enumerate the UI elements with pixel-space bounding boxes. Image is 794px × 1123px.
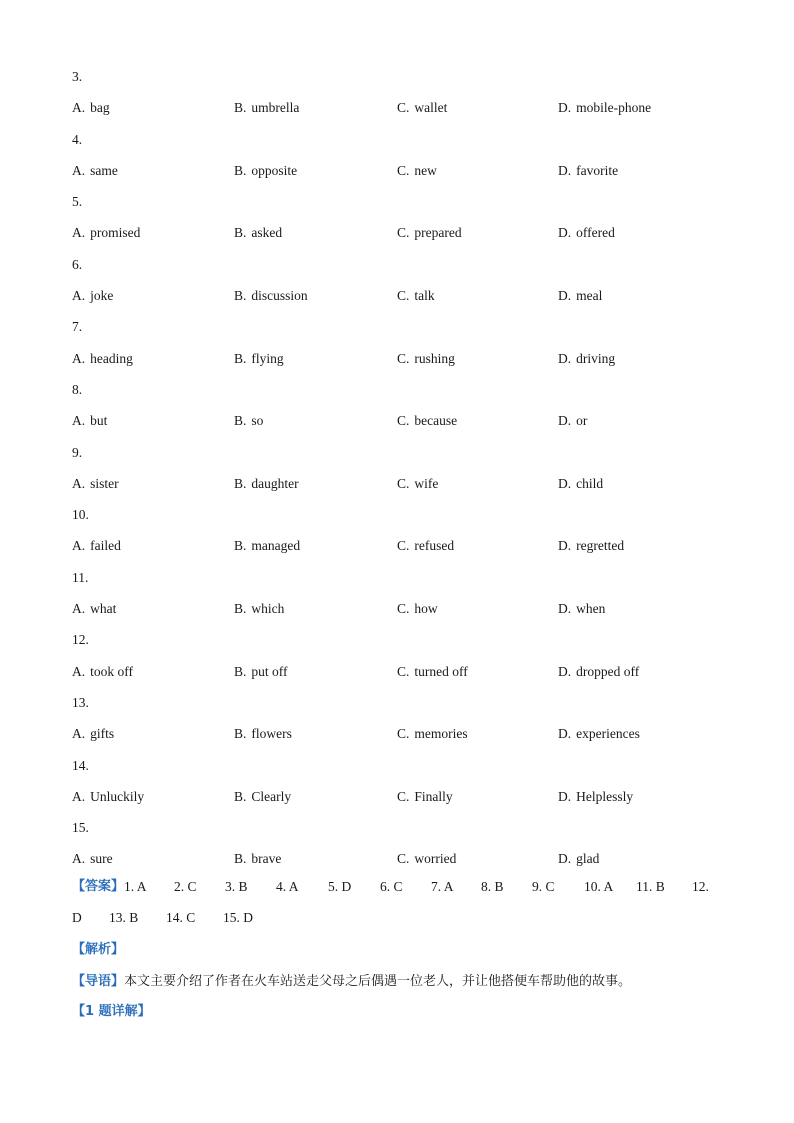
option <box>397 222 558 243</box>
option-letter: B. <box>234 851 247 867</box>
answer-item: 14. C <box>166 910 196 926</box>
option <box>72 348 234 369</box>
option-text: which <box>251 601 285 617</box>
question-number: 7. <box>72 319 83 335</box>
answer-item: 1. A <box>124 879 147 894</box>
option-letter: C. <box>397 100 410 116</box>
option-letter: C. <box>397 225 410 241</box>
option-row <box>72 285 752 306</box>
analysis-tag: 【解析】 <box>72 942 125 957</box>
option-text: sister <box>90 475 119 491</box>
question-number: 15. <box>72 820 89 836</box>
option <box>72 786 234 807</box>
option <box>72 160 234 181</box>
guide-text: 本文主要介绍了作者在火车站送走父母之后偶遇一位老人，并让他搭便车帮助他的故事。 <box>124 974 632 989</box>
question-number: 13. <box>72 694 89 710</box>
detail-tag: 【1 题详解】 <box>72 1004 151 1019</box>
option-text: managed <box>251 538 301 554</box>
option <box>72 535 234 556</box>
option-text: daughter <box>251 475 299 491</box>
question-number: 8. <box>72 381 83 397</box>
option-text: joke <box>90 288 114 304</box>
option-text: took off <box>90 663 133 679</box>
option <box>72 285 234 306</box>
answer-section <box>72 876 732 939</box>
answer-item: 6. C <box>380 879 403 894</box>
answer-item: 8. B <box>481 879 504 894</box>
option <box>558 348 748 369</box>
option-text: Helplessly <box>576 788 634 804</box>
option-letter: D. <box>558 350 572 366</box>
question-number: 6. <box>72 256 83 272</box>
option <box>234 222 397 243</box>
option-text: wallet <box>414 100 448 116</box>
option-text: umbrella <box>251 100 300 116</box>
option-text: brave <box>251 851 282 867</box>
option-letter: B. <box>234 350 247 366</box>
option-letter: D. <box>558 788 572 804</box>
option <box>72 222 234 243</box>
option-letter: D. <box>558 601 572 617</box>
answer-item: 4. A <box>276 879 299 894</box>
option <box>72 410 234 431</box>
option-row <box>72 473 752 494</box>
option <box>72 723 234 744</box>
option <box>397 348 558 369</box>
option-text: Unluckily <box>90 788 145 804</box>
option <box>234 786 397 807</box>
option <box>234 410 397 431</box>
option-letter: C. <box>397 413 410 429</box>
option-letter: B. <box>234 475 247 491</box>
option <box>234 535 397 556</box>
answer-item: D <box>72 910 82 926</box>
option-letter: B. <box>234 726 247 742</box>
option-row <box>72 848 752 869</box>
answer-item: 10. A <box>584 879 614 894</box>
option-letter: A. <box>72 788 86 804</box>
option-letter: C. <box>397 538 410 554</box>
option-row <box>72 222 752 243</box>
option <box>558 598 748 619</box>
option-text: Clearly <box>251 788 292 804</box>
option-letter: A. <box>72 601 86 617</box>
question-number: 9. <box>72 444 83 460</box>
option-text: so <box>251 413 264 429</box>
option <box>558 723 748 744</box>
option-letter: D. <box>558 288 572 304</box>
option-letter: C. <box>397 350 410 366</box>
option <box>72 598 234 619</box>
option-text: favorite <box>576 162 619 178</box>
option-letter: D. <box>558 726 572 742</box>
option-text: bag <box>90 100 110 116</box>
option <box>234 848 397 869</box>
option-letter: C. <box>397 726 410 742</box>
option <box>558 222 748 243</box>
option-letter: D. <box>558 663 572 679</box>
answer-item: 7. A <box>431 879 454 894</box>
option-text: what <box>90 601 117 617</box>
option-text: talk <box>414 288 435 304</box>
option-text: failed <box>90 538 121 554</box>
option-letter: D. <box>558 100 572 116</box>
option <box>234 285 397 306</box>
option-text: promised <box>90 225 141 241</box>
option <box>72 97 234 118</box>
option <box>558 410 748 431</box>
question-number: 14. <box>72 757 89 773</box>
option <box>558 160 748 181</box>
answer-item: 2. C <box>174 879 197 894</box>
option-row <box>72 410 752 431</box>
option-text: heading <box>90 350 133 366</box>
option-letter: B. <box>234 601 247 617</box>
option <box>397 285 558 306</box>
option-letter: D. <box>558 475 572 491</box>
question-number: 11. <box>72 569 89 585</box>
answer-line-1 <box>72 876 732 897</box>
option-row <box>72 535 752 556</box>
option-text: wife <box>414 475 439 491</box>
option <box>397 786 558 807</box>
option-text: or <box>576 413 588 429</box>
option-letter: B. <box>234 288 247 304</box>
option-letter: A. <box>72 162 86 178</box>
option-text: put off <box>251 663 288 679</box>
question-number: 3. <box>72 69 83 84</box>
guide-paragraph <box>72 970 631 992</box>
option-letter: B. <box>234 100 247 116</box>
guide-tag: 【导语】 <box>72 974 125 989</box>
option-letter: A. <box>72 350 86 366</box>
option-letter: C. <box>397 288 410 304</box>
option-letter: B. <box>234 663 247 679</box>
option-letter: A. <box>72 225 86 241</box>
option <box>72 848 234 869</box>
question-number: 10. <box>72 507 89 523</box>
option-row <box>72 348 752 369</box>
option-letter: D. <box>558 225 572 241</box>
option-text: turned off <box>414 663 468 679</box>
option-row <box>72 723 752 744</box>
option-letter: B. <box>234 788 247 804</box>
option-text: glad <box>576 851 600 867</box>
option-letter: A. <box>72 726 86 742</box>
option-text: Finally <box>414 788 453 804</box>
option-text: dropped off <box>576 663 640 679</box>
option <box>234 661 397 682</box>
option-letter: B. <box>234 413 247 429</box>
question-list <box>72 66 752 880</box>
option-letter: A. <box>72 851 86 867</box>
option-text: but <box>90 413 108 429</box>
option-letter: A. <box>72 538 86 554</box>
option-text: flowers <box>251 726 292 742</box>
option-text: opposite <box>251 162 298 178</box>
option <box>558 535 748 556</box>
option <box>234 473 397 494</box>
option-letter: D. <box>558 538 572 554</box>
answer-item: 11. B <box>636 879 665 894</box>
option-letter: D. <box>558 162 572 178</box>
option <box>397 848 558 869</box>
option-row <box>72 97 752 118</box>
option-text: flying <box>251 350 284 366</box>
option <box>558 285 748 306</box>
option-letter: C. <box>397 162 410 178</box>
option-text: mobile-phone <box>576 100 652 116</box>
option <box>397 535 558 556</box>
option-text: regretted <box>576 538 625 554</box>
option-letter: C. <box>397 851 410 867</box>
question-number: 4. <box>72 131 83 147</box>
option-letter: D. <box>558 413 572 429</box>
option-letter: C. <box>397 475 410 491</box>
option <box>397 160 558 181</box>
option-text: discussion <box>251 288 308 304</box>
option-letter: A. <box>72 288 86 304</box>
option <box>397 473 558 494</box>
answer-line-2 <box>72 907 732 928</box>
option-letter: A. <box>72 413 86 429</box>
option-letter: B. <box>234 225 247 241</box>
option-text: memories <box>414 726 468 742</box>
option-row <box>72 786 752 807</box>
question-number: 12. <box>72 632 89 648</box>
option-text: meal <box>576 288 603 304</box>
option-row <box>72 598 752 619</box>
option <box>397 97 558 118</box>
answer-item: 5. D <box>328 879 352 894</box>
option-letter: C. <box>397 601 410 617</box>
option-text: driving <box>576 350 616 366</box>
option-letter: A. <box>72 100 86 116</box>
answer-item: 15. D <box>223 910 253 926</box>
option-text: child <box>576 475 604 491</box>
option-letter: B. <box>234 538 247 554</box>
answer-tag: 【答案】 <box>72 879 125 894</box>
option-letter: A. <box>72 663 86 679</box>
option <box>72 473 234 494</box>
option <box>234 723 397 744</box>
option-text: because <box>414 413 458 429</box>
option-text: prepared <box>414 225 462 241</box>
option-text: rushing <box>414 350 455 366</box>
option <box>558 848 748 869</box>
option-text: same <box>90 162 118 178</box>
option <box>234 97 397 118</box>
option-text: sure <box>90 851 113 867</box>
answer-item: 3. B <box>225 879 248 894</box>
option-text: gifts <box>90 726 115 742</box>
option-text: how <box>414 601 438 617</box>
option <box>72 661 234 682</box>
answer-item: 9. C <box>532 879 555 894</box>
question-number: 5. <box>72 194 83 210</box>
option-text: asked <box>251 225 283 241</box>
option-letter: C. <box>397 663 410 679</box>
option <box>397 410 558 431</box>
option <box>397 598 558 619</box>
answer-item: 12. <box>692 879 709 894</box>
option-text: when <box>576 601 606 617</box>
option-text: offered <box>576 225 615 241</box>
option-text: worried <box>414 851 457 867</box>
option-text: new <box>414 162 437 178</box>
option <box>558 473 748 494</box>
option-letter: A. <box>72 475 86 491</box>
option <box>558 786 748 807</box>
option <box>558 97 748 118</box>
option <box>234 598 397 619</box>
option-row <box>72 160 752 181</box>
option <box>397 723 558 744</box>
option-letter: B. <box>234 162 247 178</box>
option-text: refused <box>414 538 455 554</box>
option-row <box>72 661 752 682</box>
option <box>234 348 397 369</box>
option <box>234 160 397 181</box>
answer-item: 13. B <box>109 910 139 926</box>
option <box>397 661 558 682</box>
option <box>558 661 748 682</box>
option-letter: D. <box>558 851 572 867</box>
option-letter: C. <box>397 788 410 804</box>
option-text: experiences <box>576 726 640 742</box>
